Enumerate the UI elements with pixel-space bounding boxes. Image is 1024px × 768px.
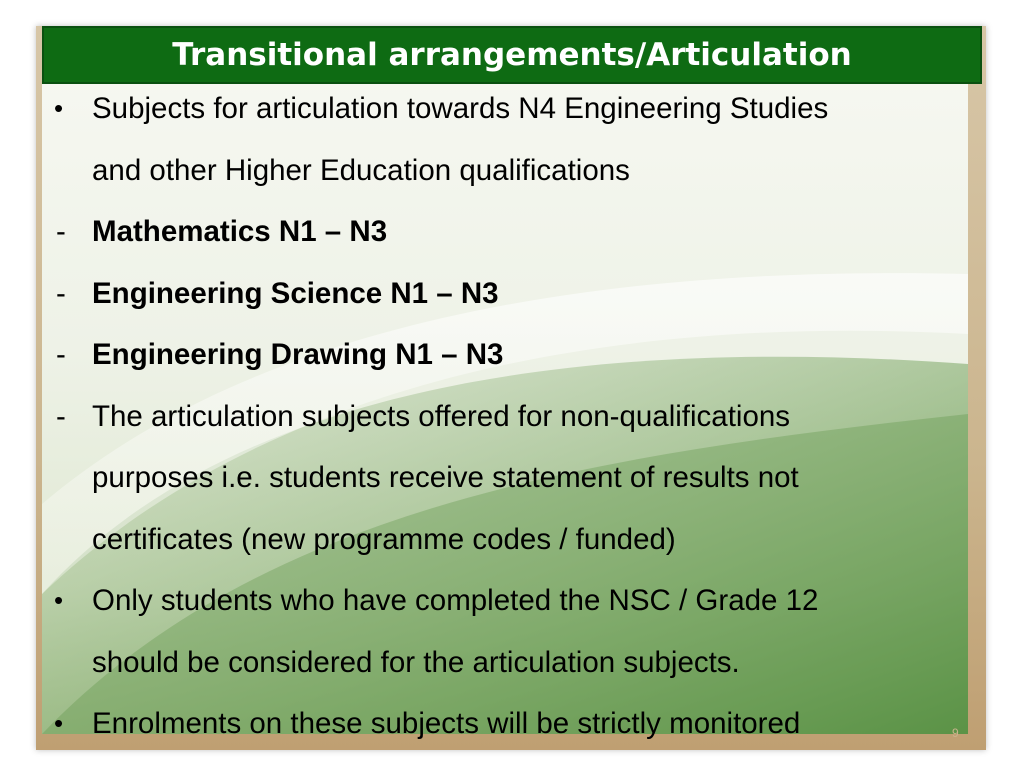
list-item (48, 632, 958, 694)
list-item-text: Subjects for articulation towards N4 Engineering Studies (92, 92, 829, 125)
list-item-text: Engineering Science N1 – N3 (92, 276, 499, 310)
list-item-text: certificates (new programme codes / funded) (92, 522, 676, 556)
list-item (48, 201, 958, 263)
list-item (48, 693, 958, 755)
bullet-marker: • (54, 93, 64, 123)
dash-marker: - (56, 276, 66, 310)
slide-content (48, 78, 958, 755)
slide-title: Transitional arrangements/Articulation (172, 37, 852, 73)
dash-marker: - (56, 399, 66, 433)
list-item-text: The articulation subjects offered for non-qualifications (92, 399, 791, 433)
list-item-text: and other Higher Education qualifications (92, 153, 630, 187)
list-item-text: purposes i.e. students receive statement of results not (92, 461, 799, 494)
bullet-marker: • (54, 585, 64, 615)
list-item (48, 386, 958, 448)
list-item-text: Engineering Drawing N1 – N3 (92, 338, 504, 371)
list-item-text: Mathematics N1 – N3 (92, 215, 388, 248)
list-item (48, 78, 958, 140)
list-item (48, 140, 958, 202)
list-item (48, 263, 958, 325)
list-item (48, 509, 958, 571)
page-number: 9 (952, 726, 959, 740)
list-item (48, 447, 958, 509)
dash-marker: - (56, 215, 66, 248)
list-item-text: Only students who have completed the NSC / Grade 12 (92, 584, 819, 617)
list-item (48, 324, 958, 386)
dash-marker: - (56, 338, 66, 371)
title-bar (42, 26, 982, 84)
list-item-text: Enrolments on these subjects will be strictly monitored (92, 707, 801, 740)
list-item-text: should be considered for the articulation subjects. (92, 645, 740, 679)
bullet-marker: • (54, 708, 64, 738)
list-item (48, 570, 958, 632)
